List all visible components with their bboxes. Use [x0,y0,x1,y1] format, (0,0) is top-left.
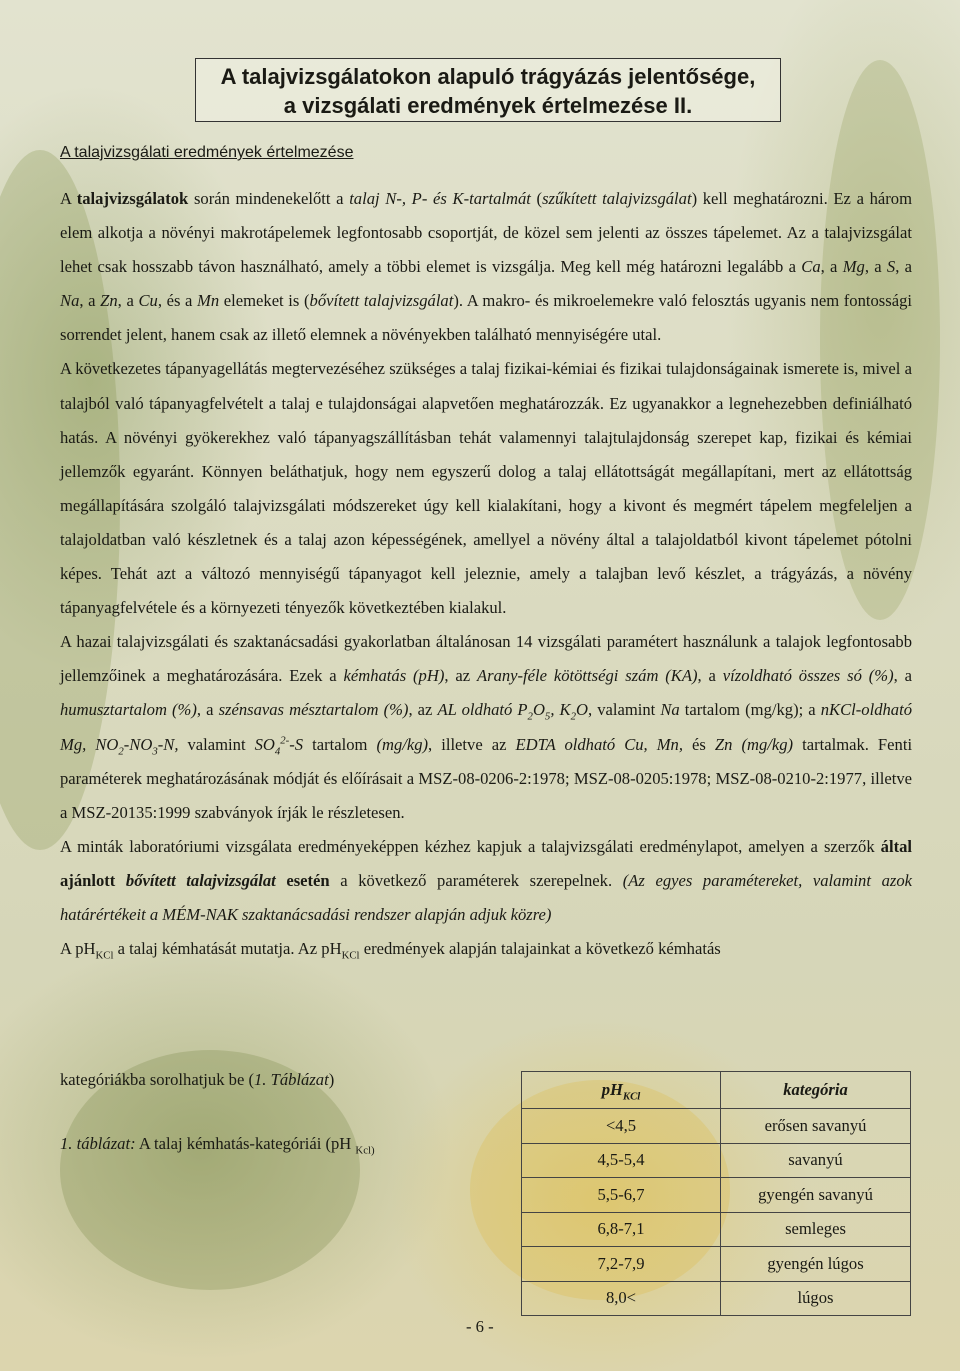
text: A minták laboratóriumi vizsgálata eredményeképpen kézhez kapjuk a talajvizsgálati eredménylapot, amelyen a szerzők [60,836,881,856]
text: eredmények alapján talajainkat a következő kémhatás [359,939,721,959]
page-title [195,58,781,122]
caption-label: 1. táblázat: [60,1134,136,1153]
italic-text: bővített talajvizsgálat [309,291,454,311]
table-cell-ph: 5,5-6,7 [522,1178,721,1213]
italic-text: Na [660,700,680,720]
subscript: KCl [622,1090,641,1103]
element-symbol: Mg [842,257,865,277]
text: nKCl-oldható Mg, NO [60,700,913,754]
italic-text: szénsavas mésztartalom (%) [218,700,409,720]
table-row [522,1143,911,1178]
element-symbol: Ca [801,257,821,277]
element-symbol: Mn [197,291,220,311]
section-subtitle: A talajvizsgálati eredmények értelmezése [60,144,354,161]
title-line-1: A talajvizsgálatokon alapuló trágyázás jelentősége, [220,64,756,89]
subscript: Kcl) [355,1144,375,1157]
text: elemeket is ( [219,291,310,311]
text: -N, [157,734,179,754]
text: során mindenekelőtt a [188,189,350,208]
page-number: - 6 - [466,1317,494,1336]
table-cell-category: lúgos [721,1281,911,1316]
bold-text: esetén [275,870,330,890]
table-header-row [522,1072,911,1109]
text: -S [289,734,304,754]
paragraph-5-continued [60,1065,334,1095]
text: O [532,700,545,720]
text: , a [893,666,912,686]
text: , a [79,291,101,311]
table-row [522,1178,911,1213]
italic-text: Zn (mg/kg) [714,734,794,754]
table-row [522,1212,911,1247]
italic-text: humusztartalom (%) [60,700,197,720]
text: O [576,700,588,720]
text: A talaj kémhatás-kategóriái (pH [135,1134,356,1153]
subscript: 5 [544,710,551,723]
bold-italic-text: bővített talajvizsgálat [125,870,276,890]
paragraph-4 [60,830,912,932]
body-text [60,182,912,966]
italic-text [437,700,588,723]
italic-text: vízoldható összes só (%) [722,666,894,686]
text: a talaj kémhatását mutatja. Az pH [113,939,342,959]
text: , a [820,257,843,277]
header-ph [522,1072,721,1109]
subscript: KCl [341,949,360,962]
text: kategóriákba sorolhatjuk be ( [60,1070,254,1089]
text: pH [601,1080,623,1099]
title-line-2: a vizsgálati eredmények értelmezése II. [283,93,693,118]
text: , a [697,666,723,686]
italic-text [254,733,304,757]
italic-text: 1. Táblázat [254,1070,329,1089]
table-cell-category: savanyú [721,1143,911,1178]
subscript: 2 [527,710,533,723]
text: A [60,189,77,208]
text: valamint [178,734,255,754]
bold-text: által ajánlott [60,836,912,890]
text: , valamint [587,700,661,720]
table-cell-ph: 4,5-5,4 [522,1143,721,1178]
element-symbol: Cu [138,291,158,311]
text: , K [550,700,571,720]
text: , a [864,257,887,277]
text: A hazai talajvizsgálati és szaktanácsadási gyakorlatban általánosan 14 vizsgálati paramétert használunk a talajok legfontosabb jellemzőinek a meghatározására. Ezek a [60,632,912,686]
text: a következő paraméterek szerepelnek. [329,870,623,890]
subscript: 2 [118,744,124,757]
element-symbol: Zn [100,291,118,311]
text: , és a [157,291,198,311]
table-cell-category: semleges [721,1212,911,1247]
text: ) [328,1070,335,1089]
italic-text: Arany-féle kötöttségi szám (KA) [476,666,698,686]
table-cell-category: gyengén savanyú [721,1178,911,1213]
text: -NO [123,734,153,754]
table-cell-ph: 7,2-7,9 [522,1247,721,1282]
table-cell-category: erősen savanyú [721,1109,911,1144]
italic-text: (Az egyes paramétereket, valamint azok határértékeit a MÉM-NAK szaktanácsadási rendszer alapján adjuk közre) [60,870,912,924]
italic-text: kémhatás (pH) [343,666,445,686]
text: ) kell meghatározni. Ez a három elem alkotja a növényi makrotápelemek legfontosabb csoportját, de közel sem jelenti az összes tápelemet. Az a talajvizsgálat lehet csak hosszabb távon használható, amely a többi elemet is vizsgálja. Meg kell még határozni legalább a [60,189,912,277]
paragraph-3 [60,625,912,830]
text: tartalom (mg/kg); a [679,700,821,720]
text: SO [254,734,275,754]
text: , az [444,666,477,686]
subscript: 4 [274,744,281,757]
text: , a [196,700,219,720]
table-cell-ph: 6,8-7,1 [522,1212,721,1247]
header-category: kategória [721,1072,911,1109]
table-cell-ph: <4,5 [522,1109,721,1144]
bold-text: talajvizsgálatok [76,189,189,208]
paragraph-5 [60,932,912,966]
text: és [683,734,715,754]
text: , a [117,291,139,311]
paragraph-2: A következetes tápanyagellátás megtervezéséhez szükséges a talaj fizikai-kémiai és fizikai tulajdonságainak ismerete is, mivel a talajból való tápanyagfelvételt a talaj e tulajdonságai alapvetően meghatározzák. Ez ugyanakkor a legnehezebben definiálható hatás. A növényi gyökerekhez való tápanyagszállításban tehát valamennyi talajtulajdonság szerepet kap, fizikai és kémiai jellemzők egyaránt. Könnyen beláthatjuk, hogy nem egyszerű dolog a talaj ellátottságát megállapítani, mert az ellátottság megállapítására szolgáló talajvizsgálati módszereket úgy kell kialakítani, hogy a kivont és megmért tápelem megfeleljen a talajoldatban való készletnek és a talaj azon képességének, amellyel a növény által a talajoldatból kivont tápelemet pótolni képes. Tehát azt a változó mennyiségű tápanyagot kell jeleznie, amely a talajban levő készlet, a trágyázás, a növény tápanyagfelvétele és a környezeti tényezők következtében kialakul. [60,359,912,618]
subscript: 2 [570,710,576,723]
table-row [522,1109,911,1144]
text: ). A makro- és mikroelemekre való felosztás ugyanis nem fontossági sorrendet jelent, hanem csak az illető elemnek a növényekben található mennyiségére utal. [60,291,912,345]
text: AL oldható P [437,700,528,720]
table-cell-ph: 8,0< [522,1281,721,1316]
table-caption [60,1134,375,1157]
table-cell-category: gyengén lúgos [721,1247,911,1282]
italic-text: (mg/kg) [376,734,429,754]
superscript: 2- [280,733,290,746]
table-row [522,1247,911,1282]
italic-text: talaj N-, P- és K-tartalmát [349,189,531,208]
element-symbol: S [886,257,896,277]
paragraph-1 [60,182,912,352]
text: ( [530,189,543,208]
element-symbol: Na [60,291,80,311]
text: , az [408,700,438,720]
italic-text: EDTA oldható Cu, Mn, [515,734,684,754]
subscript: KCl [95,949,114,962]
table-row [522,1281,911,1316]
text: , a [895,257,912,277]
text: tartalom [303,734,377,754]
text: , illetve az [428,734,516,754]
text: tartalmak. Fenti paraméterek meghatározásának módját és előírásait a MSZ-08-0206-2:1978; MSZ-08-0205:1978; MSZ-08-0210-2:1977, illetve a MSZ-20135:1999 szabványok írják le részletesen. [60,734,913,822]
text: A pH [60,939,96,959]
subscript: 3 [152,744,158,757]
italic-text: szűkített talajvizsgálat [542,189,692,208]
ph-category-table [521,1071,911,1316]
